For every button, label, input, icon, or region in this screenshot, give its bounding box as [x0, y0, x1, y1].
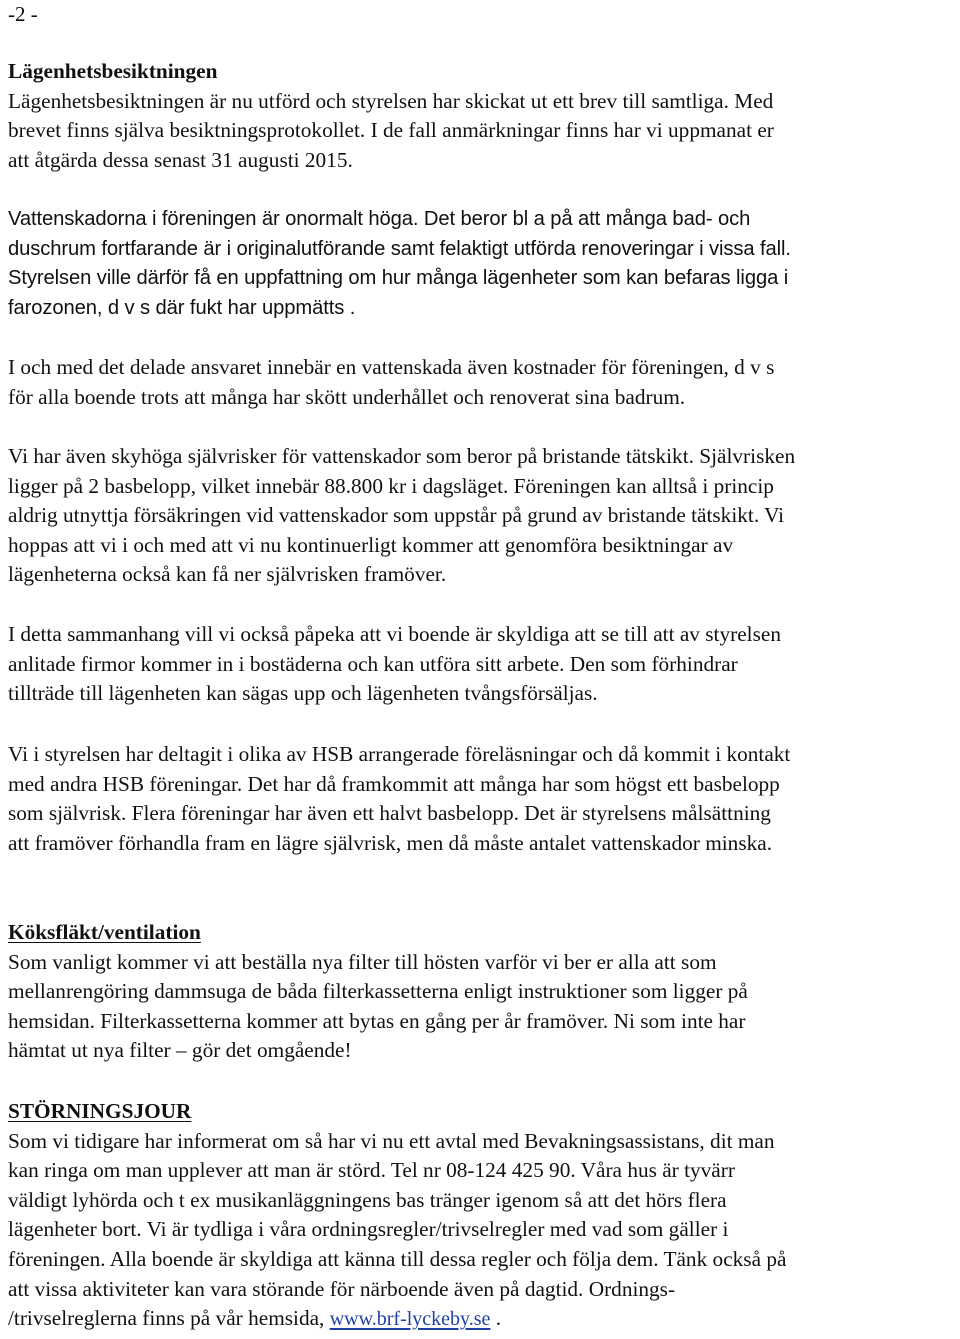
paragraph-line: för alla boende trots att många har skött underhållet och renoverat sina badrum.: [8, 384, 686, 409]
paragraph-line: I detta sammanhang vill vi också påpeka att vi boende är skyldiga att se till att av styrelsen: [8, 622, 781, 646]
paragraph-line: tillträde till lägenheten kan sägas upp och lägenheten tvångsförsäljas.: [8, 681, 598, 706]
paragraph-line-last: [8, 1304, 958, 1335]
paragraph-line: lägenheter bort. Vi är tydliga i våra ordningsregler/trivselregler med vad som gäller i: [8, 1217, 729, 1242]
last-line-suffix: .: [490, 1306, 502, 1331]
paragraph-line: anlitade firmor kommer in i bostäderna och kan utföra sitt arbete. Den som förhindrar: [8, 651, 738, 676]
heading-koksflakt: Köksfläkt/ventilation: [8, 920, 201, 944]
paragraph-line: Lägenhetsbesiktningen är nu utförd och styrelsen har skickat ut ett brev till samtliga. Med: [8, 88, 774, 113]
paragraph-line: lägenheterna också kan få ner självrisken framöver.: [8, 562, 447, 587]
paragraph-line: hämtat ut nya filter – gör det omgående!: [8, 1038, 352, 1063]
paragraph-line: farozonen, d v s där fukt har uppmätts .: [8, 296, 356, 319]
website-link[interactable]: www.brf-lyckeby.se: [329, 1308, 491, 1331]
paragraph-line: Som vanligt kommer vi att beställa nya filter till hösten varför vi ber er alla att som: [8, 949, 717, 974]
paragraph-line: hoppas att vi i och med att vi nu kontinuerligt kommer att genomföra besiktningar av: [8, 532, 734, 557]
paragraph-line: att åtgärda dessa senast 31 augusti 2015.: [8, 147, 353, 172]
paragraph-line: brevet finns själva besiktningsprotokollet. I de fall anmärkningar finns har vi uppmanat er: [8, 118, 774, 143]
paragraph-line: Vi har även skyhöga självrisker för vattenskador som beror på bristande tätskikt. Självrisken: [8, 444, 796, 468]
paragraph-line: med andra HSB föreningar. Det har då framkommit att många har som högst ett basbelopp: [8, 771, 780, 796]
paragraph-line: hemsidan. Filterkassetterna kommer att bytas en gång per år framöver. Ni som inte har: [8, 1008, 746, 1033]
heading-storningsjour: STÖRNINGSJOUR: [8, 1099, 192, 1123]
paragraph-line: att vissa aktiviteter kan vara störande för närboende även på dagtid. Ordnings-: [8, 1276, 676, 1301]
section-sjalvrisk: [8, 442, 958, 590]
section-hsb: [8, 740, 958, 858]
paragraph-line: aldrig utnyttja försäkringen vid vattenskador som uppstår på grund av bristande tätskikt. Vi: [8, 503, 785, 528]
paragraph-line: ligger på 2 basbelopp, vilket innebär 88.800 kr i dagsläget. Föreningen kan alltså i princip: [8, 473, 774, 498]
page-number: -2 -: [8, 2, 38, 26]
paragraph-line: Vi i styrelsen har deltagit i olika av HSB arrangerade föreläsningar och då kommit i kontakt: [8, 742, 791, 766]
section-sammanhang: [8, 620, 958, 709]
paragraph-line: I och med det delade ansvaret innebär en vattenskada även kostnader för föreningen, d v s: [8, 355, 775, 379]
paragraph-line: att framöver förhandla fram en lägre självrisk, men då måste antalet vattenskador minska.: [8, 830, 773, 855]
paragraph-line: som självrisk. Flera föreningar har även ett halvt basbelopp. Det är styrelsens målsättning: [8, 801, 771, 826]
last-line-prefix: /trivselreglerna finns på vår hemsida,: [8, 1306, 330, 1331]
paragraph-line: Som vi tidigare har informerat om så har vi nu ett avtal med Bevakningsassistans, dit man: [8, 1128, 775, 1153]
paragraph-line: duschrum fortfarande är i originalutförande samt felaktigt utförda renoveringar i vissa fall.: [8, 237, 791, 260]
paragraph-line: mellanrengöring dammsuga de båda filterkassetterna enligt instruktioner som ligger på: [8, 979, 748, 1004]
section-storningsjour: [8, 1097, 958, 1335]
paragraph-line: Vattenskadorna i föreningen är onormalt höga. Det beror bl a på att många bad- och: [8, 208, 751, 230]
paragraph-line: väldigt lyhörda och t ex musikanläggningens bas tränger igenom så att det hörs flera: [8, 1187, 727, 1212]
section-besiktning: [8, 57, 958, 175]
paragraph-line: Styrelsen ville därför få en uppfattning om hur många lägenheter som kan befaras ligga i: [8, 267, 789, 290]
section-vattenskador: [8, 205, 958, 323]
paragraph-line: kan ringa om man upplever att man är störd. Tel nr 08-124 425 90. Våra hus är tyvärr: [8, 1158, 735, 1183]
heading-besiktning: Lägenhetsbesiktningen: [8, 59, 218, 83]
paragraph-line: föreningen. Alla boende är skyldiga att känna till dessa regler och följa dem. Tänk också på: [8, 1246, 787, 1271]
section-ansvar: [8, 353, 958, 412]
section-koksflakt: [8, 918, 958, 1066]
